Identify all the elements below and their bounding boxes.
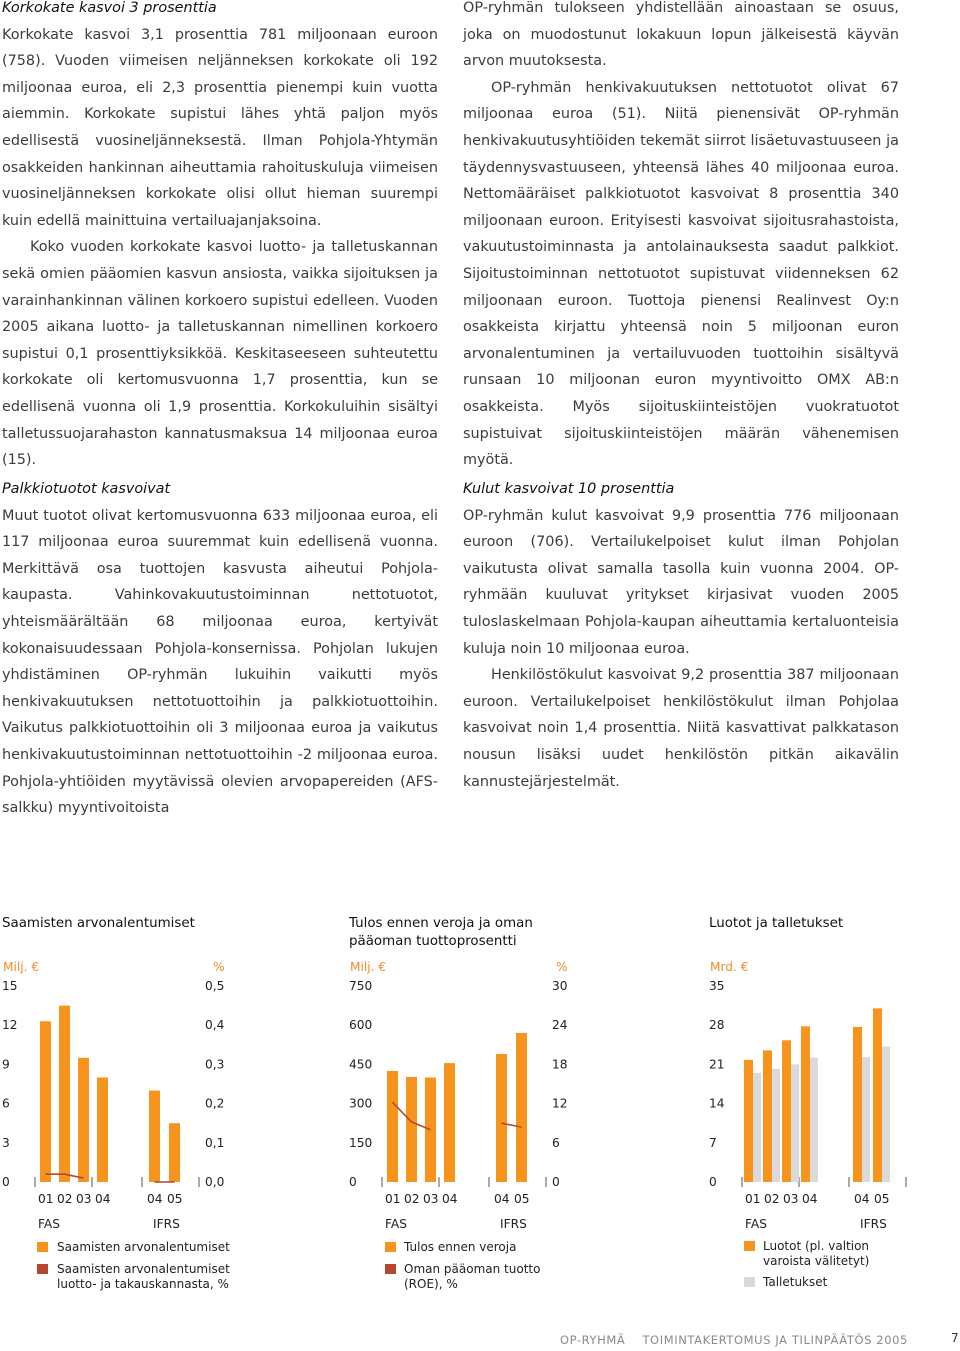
column-top-left [2,0,438,474]
chart-loans-deposits [709,915,939,1295]
legend-label: Tulos ennen veroja [404,1240,517,1254]
x-tick-label: 04 [854,1192,870,1206]
y-tick-label: 750 [349,979,373,993]
legend-label: Oman pääoman tuotto (ROE), % [404,1262,541,1291]
chart-title: Luotot ja talletukset [709,916,844,931]
bar [169,1123,180,1182]
legend-swatch-bar [744,1241,755,1251]
paragraph: Henkilöstökulut kasvoivat 9,2 prosenttia 387 miljoonaan euroon. Vertailukelpoiset henkilöstökulut ilman Pohjolaa kasvoivat noin 1,4 prosenttia. Niitä kasvattivat palkkatason nousun lisäksi uudet henkilöstön pitkän aikavälin kannustejärjestelmät. [463,667,899,790]
bar [97,1077,108,1182]
bar [752,1073,761,1182]
chart-plot [349,915,579,1231]
section-heading-fees: Palkkiotuotot kasvoivat [2,481,171,497]
footer-doc-title: TOIMINTAKERTOMUS JA TILINPÄÄTÖS 2005 [642,1333,908,1347]
bar [387,1071,398,1182]
legend-swatch-line [37,1264,48,1274]
y-tick-label: 35 [709,979,725,993]
left-axis-unit: Mrd. € [710,960,749,974]
left-axis-unit: Milj. € [3,960,40,974]
bar [771,1069,780,1182]
x-tick-label: 01 [385,1192,401,1206]
y-tick-label: 28 [709,1018,725,1033]
bar [881,1046,890,1182]
x-tick-label: 03 [76,1192,92,1206]
right-axis-unit: % [556,960,568,974]
bar [59,1006,70,1182]
legend-label: Talletukset [763,1275,828,1289]
x-tick-label: 02 [57,1192,73,1206]
x-tick-label: 04 [442,1192,458,1206]
y-tick-label: 0 [2,1175,10,1189]
legend-swatch-bar [37,1242,48,1252]
y-tick-label: 14 [709,1096,725,1111]
x-group-label: IFRS [500,1217,527,1231]
y-tick-label: 150 [349,1135,373,1150]
bar [853,1027,862,1182]
y-tick-label: 0 [709,1175,717,1189]
y-tick-label: 450 [349,1057,373,1072]
x-tick-label: 04 [95,1192,111,1206]
y2-tick-label: 0,3 [205,1057,225,1072]
y2-tick-label: 0,5 [205,979,225,993]
paragraph: OP-ryhmän henkivakuutuksen nettotuotot olivat 67 miljoonaa euroa (51). Niitä pienensivät OP-ryhmän henkivakuutusyhtiöiden tekemät siirrot lisäetuvastuuseen ja täydennysvastuuseen, yhteensä lähes 40 miljoonaa euroa. Nettomääräiset palkkiotuotot kasvoivat 8 prosenttia 340 miljoonaan euroon. Erityisesti kasvoivat sijoitusrahastoista, vakuutustoiminnasta ja antolainauksesta saadut palkkiot. Sijoitustoiminnan nettotuotot supistuvat viidenneksen 62 miljoonaan euroon. Tuottoja pienensi Realinvest Oy:n osakkeista kirjattu yhteensä noin 5 miljoonan euron arvonalentuminen ja vertailuvuoden tuottoihin sisältyvä runsaan 10 miljoonan euron myyntivoitto OMX AB:n osakkeista. Myös sijoituskiinteistöjen vuokratuotot supistuivat sijoituskiinteistöjen määrän vähenemisen myötä. [463,79,899,469]
legend-swatch-bar [385,1242,396,1252]
bar [78,1058,89,1182]
y2-tick-label: 12 [552,1096,568,1111]
y2-tick-label: 18 [552,1057,568,1072]
y-tick-label: 7 [709,1135,717,1150]
y2-tick-label: 30 [552,979,568,993]
x-tick-label: 02 [404,1192,420,1206]
x-tick-label: 01 [38,1192,54,1206]
bar [406,1077,417,1182]
x-group-label: FAS [745,1217,767,1231]
y2-tick-label: 6 [552,1135,560,1150]
y-tick-label: 300 [349,1096,373,1111]
bar [801,1026,810,1182]
section-heading-interest: Korkokate kasvoi 3 prosenttia [2,0,217,16]
bar [744,1060,753,1182]
legend-label: Saamisten arvonalentumiset [57,1240,230,1254]
y-tick-label: 21 [709,1057,725,1072]
x-tick-label: 01 [745,1192,761,1206]
x-group-label: FAS [38,1217,60,1231]
bar [763,1050,772,1182]
x-group-label: FAS [385,1217,407,1231]
column-bottom-right [463,476,899,795]
bar [40,1021,51,1182]
chart-plot [709,915,939,1231]
bar [861,1057,870,1182]
x-tick-label: 05 [514,1192,530,1206]
y-tick-label: 600 [349,1018,373,1033]
bar [782,1040,791,1182]
x-group-label: IFRS [153,1217,180,1231]
y2-tick-label: 0,1 [205,1135,225,1150]
y-tick-label: 9 [2,1057,10,1072]
chart-title: Tulos ennen veroja ja oman pääoman tuottoprosentti [349,916,533,949]
chart-title: Saamisten arvonalentumiset [2,916,195,931]
x-tick-label: 05 [874,1192,890,1206]
bar [809,1058,818,1182]
paragraph: Koko vuoden korkokate kasvoi luotto- ja talletuskannan sekä omien pääomien kasvun ansiosta, vaikka sijoituksen ja varainhankinnan välinen korkoero supistui edelleen. Vuoden 2005 aikana luotto- ja talletuskannan nimellinen korkoero supistui 0,1 prosenttiyksikköä. Keskitaseeseen suhteutettu korkokate oli kertomusvuonna 1,7 prosenttia, kun se edellisenä vuonna oli 1,9 prosenttia. Korkokuluihin sisältyi talletussuojarahaston kannatusmaksua 14 miljoonaa euroa (15). [2,239,438,469]
column-top-right [463,0,899,474]
legend-label: Saamisten arvonalentumiset luotto- ja takauskannasta, % [57,1262,230,1291]
y2-tick-label: 0,0 [205,1175,225,1189]
footer-org: OP-RYHMÄ [560,1333,626,1347]
x-group-label: IFRS [860,1217,887,1231]
footer [560,1333,908,1347]
paragraph: Muut tuotot olivat kertomusvuonna 633 miljoonaa euroa, eli 117 miljoonaa euroa suuremmat kuin edellisenä vuonna. Merkittävä osa tuottojen kasvusta aiheutui Pohjola-kaupasta. Vahinkovakuutustoiminnan nettotuotot, yhteismäärältään 68 miljoonaa euroa, kertyivät kokonaisuudessaan Pohjola-konsernissa. Pohjolan lukujen yhdistäminen OP-ryhmän lukuihin vaikutti myös henkivakuutuksen nettotuottoihin ja palkkiotuottoihin. Vaikutus palkkiotuottoihin oli 3 miljoonaa euroa ja vaikutus henkivakuutustoiminnan nettotuottoihin -2 miljoonaa euroa. Pohjola-yhtiöiden myytävissä olevien arvopapereiden (AFS-salkku) myyntivoitoista [2,507,438,817]
y-tick-label: 3 [2,1135,10,1150]
bar [516,1033,527,1182]
y2-tick-label: 24 [552,1018,568,1033]
y-tick-label: 15 [2,979,18,993]
bar [496,1054,507,1182]
y-tick-label: 0 [349,1175,357,1189]
paragraph: OP-ryhmän kulut kasvoivat 9,9 prosenttia 776 miljoonaan euroon (706). Vertailukelpoiset kulut ilman Pohjolan vaikutusta olivat samalla tasolla kuin vuonna 2004. OP-ryhmään kuuluvat yritykset kirjasivat vuoden 2005 tuloslaskelmaan Pohjola-kaupan aiheuttamia kertaluonteisia kuluja noin 10 miljoonaa euroa. [463,507,899,657]
y-tick-label: 6 [2,1096,10,1111]
page-number: 7 [951,1331,959,1345]
chart-profit-roe [349,915,579,1295]
y2-tick-label: 0,2 [205,1096,225,1111]
bar [425,1077,436,1182]
y2-tick-label: 0,4 [205,1018,225,1033]
bar [149,1091,160,1182]
legend-swatch-bar-grey [744,1277,755,1287]
bar [873,1008,882,1182]
section-heading-expenses: Kulut kasvoivat 10 prosenttia [463,481,675,497]
paragraph: OP-ryhmän tulokseen yhdistellään ainoastaan se osuus, joka on muodostunut lokakuun lopun jälkeisestä käyvän arvon muutoksesta. [463,0,899,70]
x-tick-label: 02 [764,1192,780,1206]
paragraph: Korkokate kasvoi 3,1 prosenttia 781 miljoonaan euroon (758). Vuoden viimeisen neljänneksen korkokate oli 192 miljoonaa euroa, eli 2,3 prosenttia pienempi kuin vuotta aiemmin. Korkokate supistui lähes yhtä paljon myös edellisestä vuosineljänneksestä. Ilman Pohjola-Yhtymän osakkeiden hankinnan aiheuttamia rahoituskuluja viimeisen vuosineljänneksen korkokate olisi ollut hieman suurempi kuin edellä mainittuina vertailuajanjaksoina. [2,26,438,229]
bar [790,1064,799,1182]
y2-tick-label: 0 [552,1175,560,1189]
x-tick-label: 04 [494,1192,510,1206]
y-tick-label: 12 [2,1018,18,1033]
right-axis-unit: % [213,960,225,974]
x-tick-label: 04 [802,1192,818,1206]
legend-label: Luotot (pl. valtion varoista välitetyt) [763,1239,870,1268]
legend-swatch-line [385,1264,396,1274]
chart-plot [2,915,232,1231]
left-axis-unit: Milj. € [350,960,387,974]
x-tick-label: 05 [167,1192,183,1206]
chart-impairments [2,915,232,1295]
x-tick-label: 03 [783,1192,799,1206]
x-tick-label: 03 [423,1192,439,1206]
x-tick-label: 04 [147,1192,163,1206]
column-bottom-left [2,476,438,822]
bar [444,1063,455,1182]
